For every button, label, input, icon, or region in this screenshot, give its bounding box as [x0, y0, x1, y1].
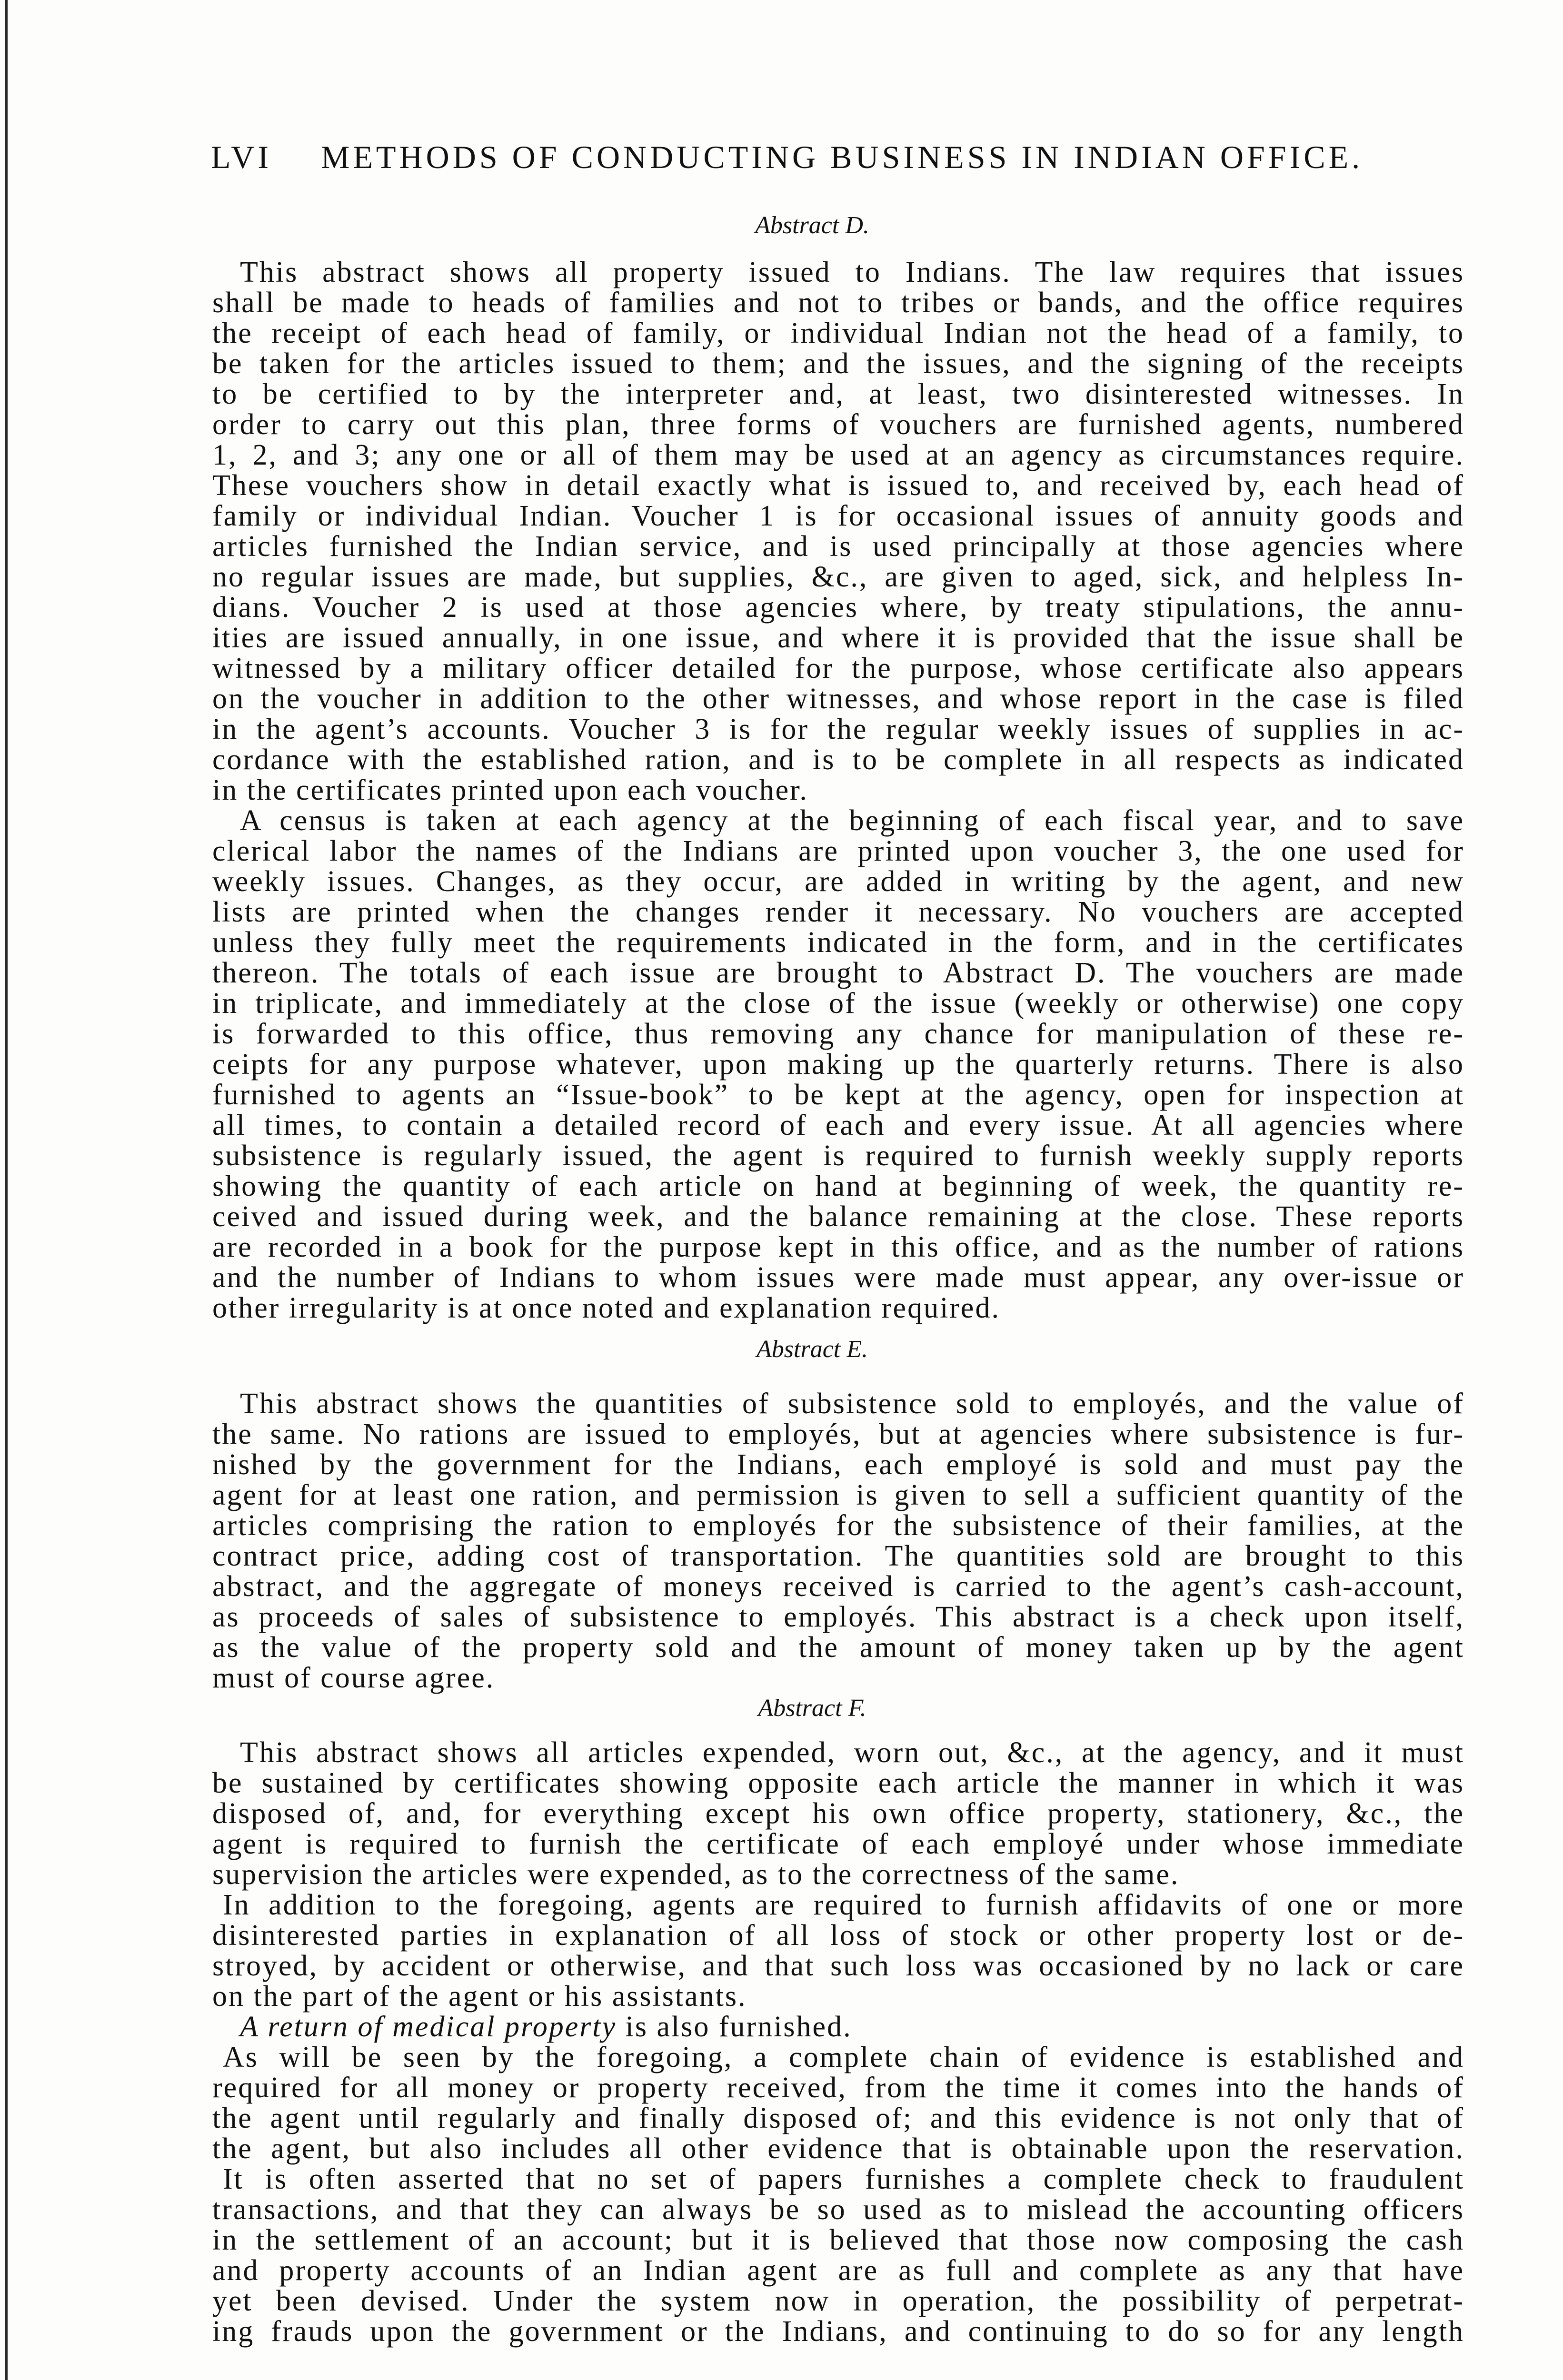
text-line: cordance with the established ration, and is to be complete in all respects as indicated — [212, 744, 1464, 776]
text-line: ities are issued annually, in one issue, and where it is provided that the issue shall be — [212, 622, 1464, 654]
text-line: showing the quantity of each article on hand at beginning of week, the quantity re- — [212, 1170, 1464, 1202]
text-line: This abstract shows the quantities of subsistence sold to employés, and the value of — [240, 1388, 1464, 1420]
text-line: family or individual Indian. Voucher 1 is for occasional issues of annuity goods and — [212, 500, 1464, 532]
paragraph — [212, 2042, 1464, 2164]
text-line: in the certificates printed upon each voucher. — [212, 774, 808, 806]
text-line: dians. Voucher 2 is used at those agencies where, by treaty stipulations, the annu- — [212, 591, 1464, 624]
paragraph — [212, 1737, 1464, 1890]
text-line: shall be made to heads of families and not to tribes or bands, and the office requires — [212, 287, 1464, 319]
running-head — [0, 138, 1563, 176]
text-line: the agent, but also includes all other evidence that is obtainable upon the reservation. — [212, 2132, 1464, 2165]
text-line: supervision the articles were expended, as to the correctness of the same. — [212, 1858, 1180, 1891]
text-line: as proceeds of sales of subsistence to employés. This abstract is a check upon itself, — [212, 1601, 1464, 1633]
text-line: and property accounts of an Indian agent are as full and complete as any that have — [212, 2254, 1464, 2287]
text-line: witnessed by a military officer detailed for the purpose, whose certificate also appears — [212, 652, 1464, 684]
text-line: articles comprising the ration to employés for the subsistence of their families, at the — [212, 1509, 1464, 1542]
text-line: in the settlement of an account; but it is believed that those now composing the cash — [212, 2224, 1464, 2256]
text-line: In addition to the foregoing, agents are required to furnish affidavits of one or more — [223, 1889, 1464, 1921]
text-line: must of course agree. — [212, 1662, 495, 1694]
text-line: agent is required to furnish the certificate of each employé under whose immediate — [212, 1828, 1464, 1860]
text-line: unless they fully meet the requirements indicated in the form, and in the certificates — [212, 926, 1464, 959]
text-line: in the agent’s accounts. Voucher 3 is for the regular weekly issues of supplies in ac- — [212, 713, 1464, 745]
page-number: LVI — [211, 139, 272, 175]
text-line: to be certified to by the interpreter and, at least, two disinterested witnesses. In — [212, 378, 1464, 410]
text-line: required for all money or property received, from the time it comes into the hands of — [212, 2072, 1464, 2104]
text-line: This abstract shows all property issued to Indians. The law requires that issues — [240, 256, 1464, 288]
text-line: lists are printed when the changes render it necessary. No vouchers are accepted — [212, 896, 1464, 928]
section-heading-abstract-f: Abstract F. — [758, 1695, 866, 1722]
text-line: in triplicate, and immediately at the close of the issue (weekly or otherwise) one copy — [212, 987, 1464, 1020]
paragraph — [212, 257, 1464, 805]
text-line: disposed of, and, for everything except his own office property, stationery, &c., the — [212, 1797, 1464, 1830]
text-line: transactions, and that they can always be so used as to mislead the accounting officers — [212, 2193, 1464, 2226]
text-line: abstract, and the aggregate of moneys received is carried to the agent’s cash-account, — [212, 1570, 1464, 1603]
text-line: clerical labor the names of the Indians are printed upon voucher 3, the one used for — [212, 835, 1464, 867]
text-line: as the value of the property sold and the amount of money taken up by the agent — [212, 1631, 1464, 1664]
text-line: nished by the government for the Indians, each employé is sold and must pay the — [212, 1448, 1464, 1481]
section-heading-abstract-e: Abstract E. — [757, 1336, 868, 1363]
text-line: thereon. The totals of each issue are brought to Abstract D. The vouchers are made — [212, 957, 1464, 989]
text-line: furnished to agents an “Issue-book” to be kept at the agency, open for inspection at — [212, 1079, 1464, 1111]
text-line: other irregularity is at once noted and explanation required. — [212, 1292, 1000, 1324]
page-title: METHODS OF CONDUCTING BUSINESS IN INDIAN OFFICE. — [321, 139, 1364, 175]
text-line: ceipts for any purpose whatever, upon making up the quarterly returns. There is also — [212, 1048, 1464, 1081]
text-line: all times, to contain a detailed record of each and every issue. At all agencies where — [212, 1109, 1464, 1141]
text-line: ing frauds upon the government or the Indians, and continuing to do so for any length — [212, 2315, 1464, 2348]
section-heading-abstract-d: Abstract D. — [755, 212, 869, 239]
text-line: on the voucher in addition to the other witnesses, and whose report in the case is filed — [212, 683, 1464, 715]
text-line: order to carry out this plan, three forms of vouchers are furnished agents, numbered — [212, 408, 1464, 441]
paragraph — [212, 2164, 1464, 2347]
text-line: As will be seen by the foregoing, a complete chain of evidence is established and — [223, 2041, 1464, 2073]
text-line — [212, 2012, 1464, 2042]
text-line: the agent until regularly and finally disposed of; and this evidence is not only that of — [212, 2102, 1464, 2134]
paragraph — [212, 1890, 1464, 2012]
text-line: This abstract shows all articles expended, worn out, &c., at the agency, and it must — [240, 1736, 1464, 1769]
text-line: stroyed, by accident or otherwise, and that such loss was occasioned by no lack or care — [212, 1950, 1464, 1982]
text-line: be sustained by certificates showing opposite each article the manner in which it was — [212, 1767, 1464, 1799]
text-line: and the number of Indians to whom issues were made must appear, any over-issue or — [212, 1261, 1464, 1294]
text-line: It is often asserted that no set of papers furnishes a complete check to fraudulent — [223, 2163, 1464, 2195]
text-line: no regular issues are made, but supplies, &c., are given to aged, sick, and helpless In- — [212, 561, 1464, 593]
text-line: the receipt of each head of family, or individual Indian not the head of a family, to — [212, 317, 1464, 349]
paragraph — [212, 2012, 1464, 2042]
paragraph — [212, 805, 1464, 1323]
section-body-abstract-d — [212, 257, 1464, 1323]
text-line: agent for at least one ration, and permission is given to sell a sufficient quantity of the — [212, 1479, 1464, 1511]
italic-phrase: A return of medical property — [240, 2011, 617, 2043]
text-line: be taken for the articles issued to them; and the issues, and the signing of the receipts — [212, 347, 1464, 380]
text-line: the same. No rations are issued to employés, but at agencies where subsistence is fur- — [212, 1418, 1464, 1450]
text-line: A census is taken at each agency at the beginning of each fiscal year, and to save — [240, 804, 1464, 837]
text-line: is forwarded to this office, thus removing any chance for manipulation of these re- — [212, 1018, 1464, 1050]
text-line: articles furnished the Indian service, and is used principally at those agencies where — [212, 530, 1464, 563]
text-line: are recorded in a book for the purpose kept in this office, and as the number of rations — [212, 1231, 1464, 1263]
paragraph — [212, 1388, 1464, 1693]
section-body-abstract-f — [212, 1737, 1464, 2347]
text-line: yet been devised. Under the system now in operation, the possibility of perpetrat- — [212, 2285, 1464, 2317]
text-line: These vouchers show in detail exactly what is issued to, and received by, each head of — [212, 469, 1464, 502]
section-body-abstract-e — [212, 1388, 1464, 1693]
text-line: weekly issues. Changes, as they occur, are added in writing by the agent, and new — [212, 865, 1464, 898]
text-run: is also furnished. — [617, 2011, 852, 2043]
text-line: ceived and issued during week, and the balance remaining at the close. These reports — [212, 1200, 1464, 1233]
text-line: disinterested parties in explanation of all loss of stock or other property lost or de- — [212, 1919, 1464, 1952]
text-line: on the part of the agent or his assistants. — [212, 1980, 747, 2013]
text-line: contract price, adding cost of transportation. The quantities sold are brought to this — [212, 1540, 1464, 1572]
text-line: 1, 2, and 3; any one or all of them may be used at an agency as circumstances require. — [212, 439, 1464, 471]
text-line: subsistence is regularly issued, the agent is required to furnish weekly supply reports — [212, 1140, 1464, 1172]
scan-edge-left — [5, 0, 8, 2380]
